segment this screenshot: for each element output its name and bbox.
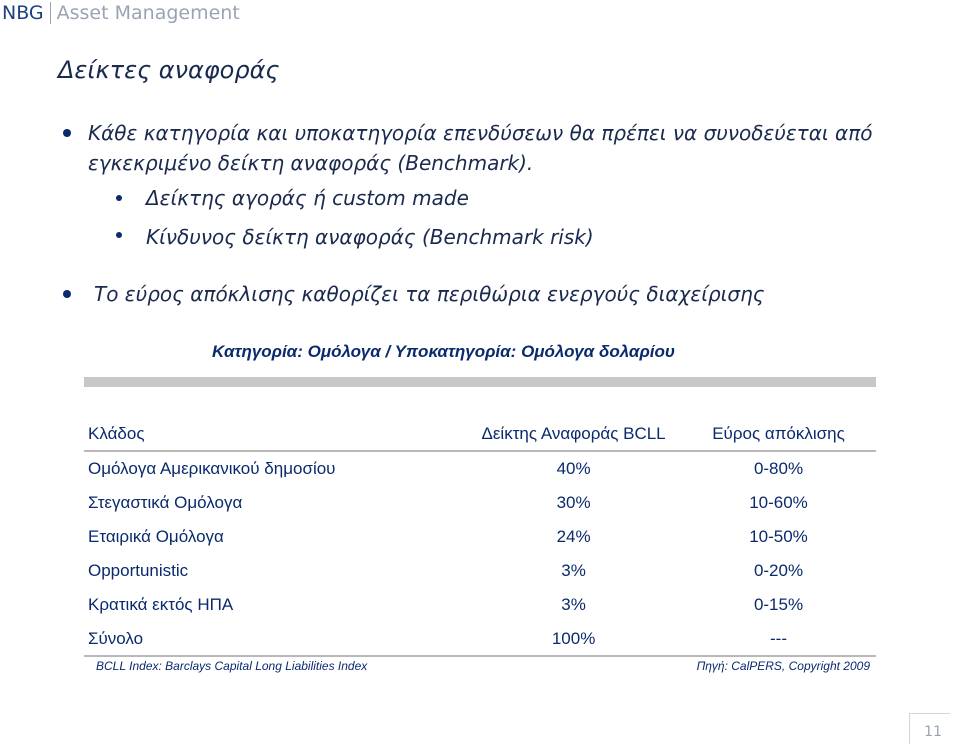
brand-divider: [50, 2, 51, 24]
bullet-icon: [63, 129, 71, 137]
sub-bullet-market-index: Δείκτης αγοράς ή custom made: [146, 186, 469, 210]
cell-sector: Εταιρικά Ομόλογα: [88, 526, 224, 546]
cell-sector: Opportunistic: [88, 560, 189, 580]
footnote-index: BCLL Index: Barclays Capital Long Liabilities Index: [96, 659, 368, 673]
table-row: [84, 452, 876, 486]
cell-range: 0-15%: [753, 594, 804, 614]
bullet-deviation-range: Το εύρος απόκλισης καθορίζει τα περιθώρια ενεργούς διαχείρισης: [94, 282, 765, 306]
table-top-bar: [84, 377, 876, 387]
header-benchmark: Δείκτης Αναφοράς BCLL: [481, 424, 666, 443]
category-heading: Κατηγορία: Ομόλογα / Υποκατηγορία: Ομόλογα δολαρίου: [212, 342, 675, 361]
cell-range: 0-20%: [753, 560, 804, 580]
page-number: 11: [924, 724, 942, 740]
bullet-benchmark-requirement: Κάθε κατηγορία και υποκατηγορία επενδύσεων θα πρέπει να συνοδεύεται από εγκεκριμένο δείκτη αναφοράς (Benchmark).: [88, 121, 873, 175]
header-sector: Κλάδος: [88, 424, 145, 443]
cell-range: 0-80%: [753, 458, 804, 478]
slide-title: Δείκτες αναφοράς: [58, 56, 280, 84]
cell-sector: Κρατικά εκτός ΗΠΑ: [88, 594, 234, 614]
cell-benchmark: 3%: [561, 594, 586, 614]
cell-range: 10-50%: [749, 526, 808, 546]
cell-range: ---: [770, 628, 787, 648]
cell-benchmark: 100%: [551, 628, 596, 648]
bullet-icon: [116, 232, 122, 238]
allocation-table: [84, 418, 876, 657]
table-row: [84, 554, 876, 588]
table-header-row: [84, 418, 876, 452]
table-row: [84, 520, 876, 554]
brand-logo: NBG: [2, 2, 44, 24]
footnote-source: Πηγή: CalPERS, Copyright 2009: [696, 659, 870, 673]
brand-header: [0, 0, 240, 26]
cell-benchmark: 3%: [561, 560, 586, 580]
table-total-row: [84, 622, 876, 657]
table-row: [84, 486, 876, 520]
cell-benchmark: 30%: [556, 492, 591, 512]
bullet-icon: [116, 195, 122, 201]
cell-benchmark: 40%: [556, 458, 591, 478]
sub-bullet-benchmark-risk: Κίνδυνος δείκτη αναφοράς (Benchmark risk): [146, 225, 594, 249]
cell-sector: Στεγαστικά Ομόλογα: [88, 492, 243, 512]
brand-name: Asset Management: [56, 2, 240, 24]
table-row: [84, 588, 876, 622]
header-range: Εύρος απόκλισης: [712, 424, 845, 443]
bullet-icon: [63, 290, 71, 298]
cell-benchmark: 24%: [556, 526, 591, 546]
cell-range: 10-60%: [749, 492, 808, 512]
cell-sector: Ομόλογα Αμερικανικού δημοσίου: [88, 458, 336, 478]
cell-sector: Σύνολο: [88, 628, 144, 648]
